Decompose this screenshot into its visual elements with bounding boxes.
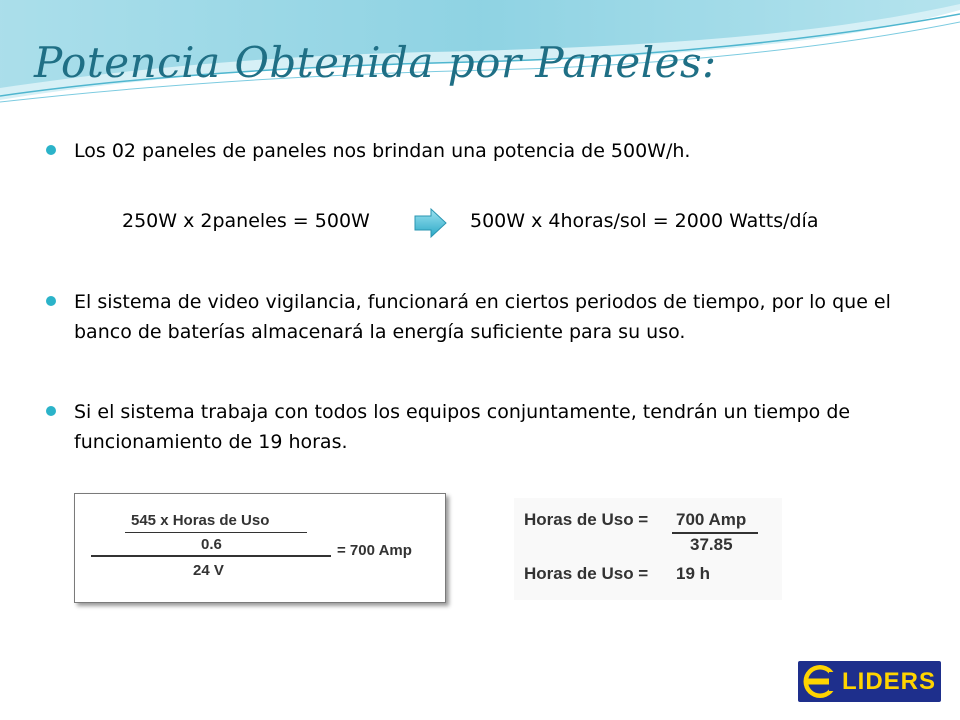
hours-label-1: Horas de Uso = [524,510,649,529]
bullet-item [46,287,926,347]
formula-result: = 700 Amp [337,542,412,559]
equation-right: 500W x 4horas/sol = 2000 Watts/día [470,210,819,232]
fraction-line [672,532,758,534]
formula-denominator: 24 V [193,562,224,579]
hours-numerator: 700 Amp [676,510,747,529]
liders-logo [798,661,941,702]
bullet-dot-icon [46,406,56,416]
bullet-text: Los 02 paneles de paneles nos brindan una potencia de 500W/h. [74,140,691,162]
bullet-item [46,136,926,166]
hours-value: 19 h [676,564,711,583]
liders-emblem-icon [802,664,838,699]
hours-denominator: 37.85 [690,535,733,554]
slide-title: Potencia Obtenida por Paneles: [34,38,717,87]
hours-calculation-image [514,498,782,600]
main-fraction-line [91,555,331,557]
right-arrow-icon [414,207,448,239]
equation-left: 250W x 2paneles = 500W [122,210,370,232]
fraction-line [125,532,307,533]
formula-subdenominator: 0.6 [201,536,222,553]
bullet-text: Si el sistema trabaja con todos los equipos conjuntamente, tendrán un tiempo de funcionamiento de 19 horas. [74,401,851,453]
logo-text: LIDERS [842,668,937,695]
bullet-dot-icon [46,296,56,306]
bullet-dot-icon [46,145,56,155]
bullet-text: El sistema de video vigilancia, funcionará en ciertos periodos de tiempo, por lo que el banco de baterías almacenará la energía suficiente para su uso. [74,291,891,343]
bullet-item [46,397,926,457]
formula-image [74,493,446,603]
power-equation [0,208,960,240]
hours-label-2: Horas de Uso = [524,564,649,583]
formula-numerator: 545 x Horas de Uso [131,512,270,529]
